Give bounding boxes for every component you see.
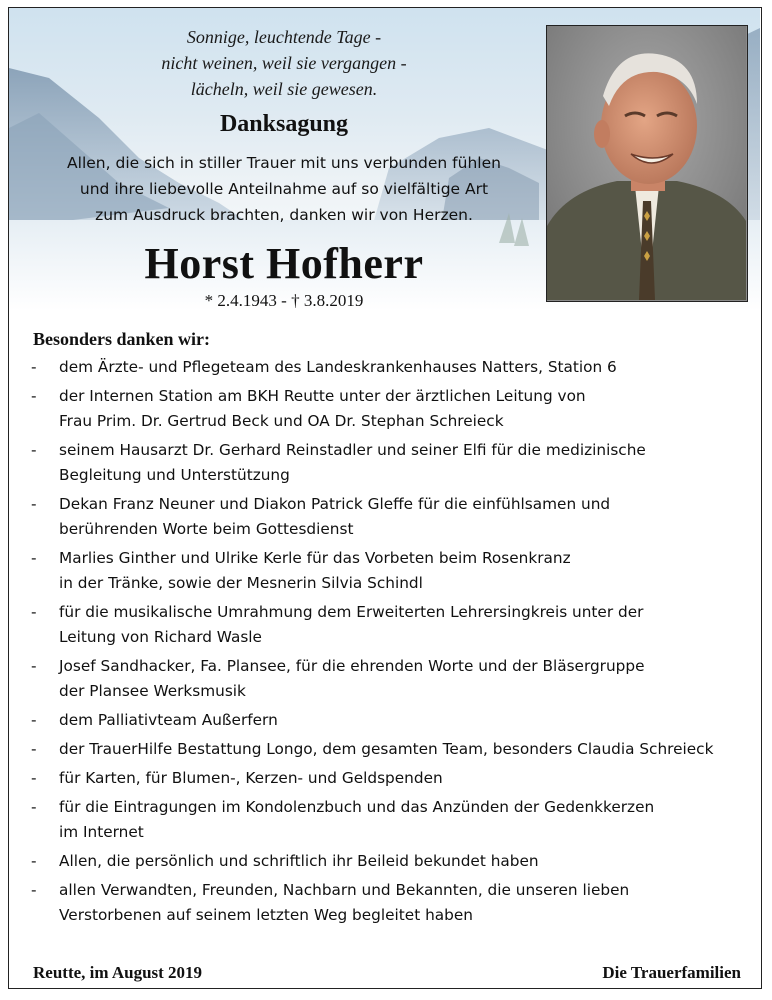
- list-item: [31, 795, 761, 845]
- list-item-line: Marlies Ginther und Ulrike Kerle für das Vorbeten beim Rosenkranz: [59, 549, 571, 567]
- intro-line: Allen, die sich in stiller Trauer mit uns verbunden fühlen: [67, 154, 501, 172]
- list-item-line: Josef Sandhacker, Fa. Plansee, für die ehrenden Worte und der Bläsergruppe: [59, 657, 645, 675]
- list-item: [31, 878, 761, 928]
- intro-line: und ihre liebevolle Anteilnahme auf so vielfältige Art: [79, 180, 489, 198]
- list-item-line: im Internet: [59, 823, 144, 841]
- poem-line: nicht weinen, weil sie vergangen -: [161, 53, 407, 73]
- place-date: Reutte, im August 2019: [33, 963, 203, 982]
- bullet-dash: -: [31, 549, 37, 567]
- bullet-dash: -: [31, 358, 37, 376]
- list-item: [31, 766, 761, 791]
- thanks-list: [31, 355, 761, 932]
- list-item: [31, 654, 761, 704]
- signature: Die Trauerfamilien: [602, 963, 741, 982]
- list-item: [31, 600, 761, 650]
- list-item: [31, 708, 761, 733]
- list-item: [31, 849, 761, 874]
- poem-line: lächeln, weil sie gewesen.: [190, 79, 378, 99]
- thanks-heading: Besonders danken wir:: [33, 329, 211, 349]
- poem: [99, 24, 469, 102]
- list-item: [31, 546, 761, 596]
- list-item-line: Leitung von Richard Wasle: [59, 628, 262, 646]
- bullet-dash: -: [31, 769, 37, 787]
- list-item-line: Verstorbenen auf seinem letzten Weg begleitet haben: [59, 906, 473, 924]
- list-item: [31, 384, 761, 434]
- bullet-dash: -: [31, 852, 37, 870]
- bullet-dash: -: [31, 711, 37, 729]
- header-landscape: [9, 8, 760, 311]
- list-item-line: für Karten, für Blumen-, Kerzen- und Geldspenden: [59, 769, 443, 787]
- intro-text: [29, 150, 539, 228]
- poem-line: Sonnige, leuchtende Tage -: [186, 27, 382, 47]
- list-item-line: Allen, die persönlich und schriftlich ihr Beileid bekundet haben: [59, 852, 539, 870]
- list-item: [31, 438, 761, 488]
- list-item-line: allen Verwandten, Freunden, Nachbarn und Bekannten, die unseren lieben: [59, 881, 630, 899]
- bullet-dash: -: [31, 798, 37, 816]
- portrait-image: [547, 26, 746, 300]
- list-item-line: für die Eintragungen im Kondolenzbuch und das Anzünden der Gedenkkerzen: [59, 798, 655, 816]
- intro-line: zum Ausdruck brachten, danken wir von Herzen.: [95, 206, 473, 224]
- bullet-dash: -: [31, 441, 37, 459]
- list-item-line: berührenden Worte beim Gottesdienst: [59, 520, 354, 538]
- list-item: [31, 492, 761, 542]
- bullet-dash: -: [31, 603, 37, 621]
- obituary-card: [8, 7, 762, 989]
- list-item-line: für die musikalische Umrahmung dem Erweiterten Lehrersingkreis unter der: [59, 603, 644, 621]
- list-item-line: Frau Prim. Dr. Gertrud Beck und OA Dr. Stephan Schreieck: [59, 412, 504, 430]
- bullet-dash: -: [31, 495, 37, 513]
- list-item-line: seinem Hausarzt Dr. Gerhard Reinstadler und seiner Elfi für die medizinische: [59, 441, 646, 459]
- list-item-line: dem Palliativteam Außerfern: [59, 711, 278, 729]
- list-item: [31, 737, 761, 762]
- list-item-line: Begleitung und Unterstützung: [59, 466, 290, 484]
- list-item-line: dem Ärzte- und Pflegeteam des Landeskrankenhauses Natters, Station 6: [59, 358, 617, 376]
- bullet-dash: -: [31, 740, 37, 758]
- list-item-line: der Plansee Werksmusik: [59, 682, 246, 700]
- danksagung-heading: Danksagung: [219, 111, 349, 137]
- portrait-photo: [546, 25, 748, 302]
- bullet-dash: -: [31, 657, 37, 675]
- life-dates: * 2.4.1943 - † 3.8.2019: [204, 291, 364, 310]
- bullet-dash: -: [31, 387, 37, 405]
- list-item-line: der TrauerHilfe Bestattung Longo, dem gesamten Team, besonders Claudia Schreieck: [59, 740, 714, 758]
- list-item-line: in der Tränke, sowie der Mesnerin Silvia Schindl: [59, 574, 423, 592]
- bullet-dash: -: [31, 881, 37, 899]
- list-item: [31, 355, 761, 380]
- list-item-line: der Internen Station am BKH Reutte unter der ärztlichen Leitung von: [59, 387, 586, 405]
- list-item-line: Dekan Franz Neuner und Diakon Patrick Gleffe für die einfühlsamen und: [59, 495, 611, 513]
- deceased-name: Horst Hofherr: [144, 239, 424, 288]
